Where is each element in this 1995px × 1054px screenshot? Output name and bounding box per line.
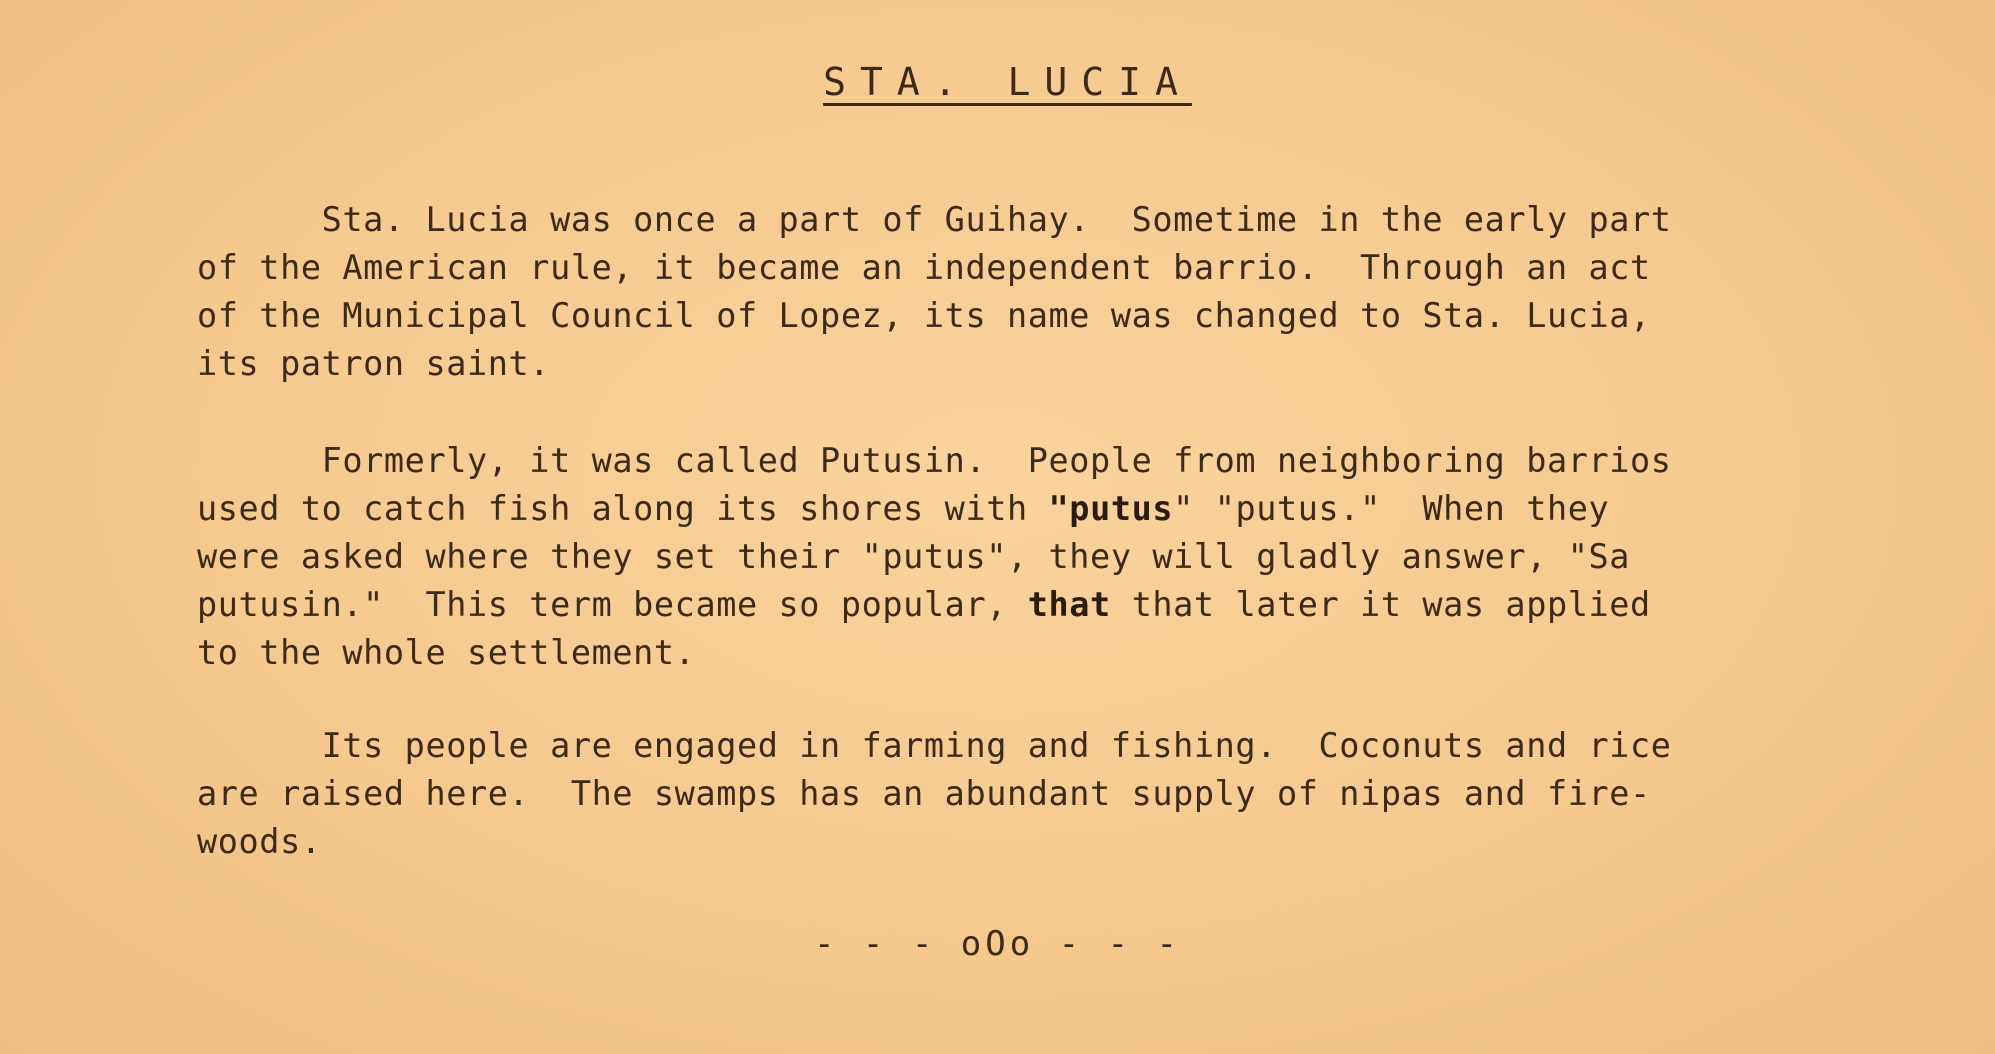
paragraph-2	[197, 437, 1897, 677]
paragraph-1-line-2: of the American rule, it became an independent barrio. Through an act	[197, 248, 1651, 287]
paragraph-1-line-3: of the Municipal Council of Lopez, its name was changed to Sta. Lucia,	[197, 296, 1672, 335]
paragraph-3-line-2: are raised here. The swamps has an abundant supply of nipas and fire-	[197, 774, 1651, 813]
paragraph-2-line-4-end: that later it was applied	[1110, 585, 1651, 624]
paragraph-2-line-3: were asked where they set their "putus", they will gladly answer, "Sa	[197, 537, 1631, 576]
paragraph-2-line-2	[197, 485, 1897, 533]
paragraph-2-line-2-start: used to catch fish along its shores with	[197, 489, 1049, 528]
paragraph-3-line-1: Its people are engaged in farming and fishing. Coconuts and rice	[197, 726, 1693, 765]
paragraph-3-line-3: woods.	[197, 822, 322, 861]
paragraph-1-line-4: its patron saint.	[197, 344, 551, 383]
section-divider: - - - oOo - - -	[813, 924, 1182, 964]
paragraph-1-line-1: Sta. Lucia was once a part of Guihay. Sometime in the early part	[197, 200, 1672, 239]
struck-out-word: "putus	[1048, 489, 1174, 528]
paragraph-2-line-4-start: putusin." This term became so popular,	[197, 585, 1028, 624]
paragraph-3	[197, 722, 1897, 866]
paragraph-2-line-4	[197, 581, 1897, 629]
paragraph-2-line-5: to the whole settlement.	[197, 633, 696, 672]
struck-out-word-2: that	[1027, 585, 1111, 624]
paragraph-2-line-2-end: " "putus." When they	[1173, 489, 1610, 528]
page-title: STA. LUCIA	[823, 60, 1192, 104]
paragraph-2-line-1: Formerly, it was called Putusin. People from neighboring barrios	[197, 441, 1672, 480]
paragraph-1	[197, 196, 1897, 388]
